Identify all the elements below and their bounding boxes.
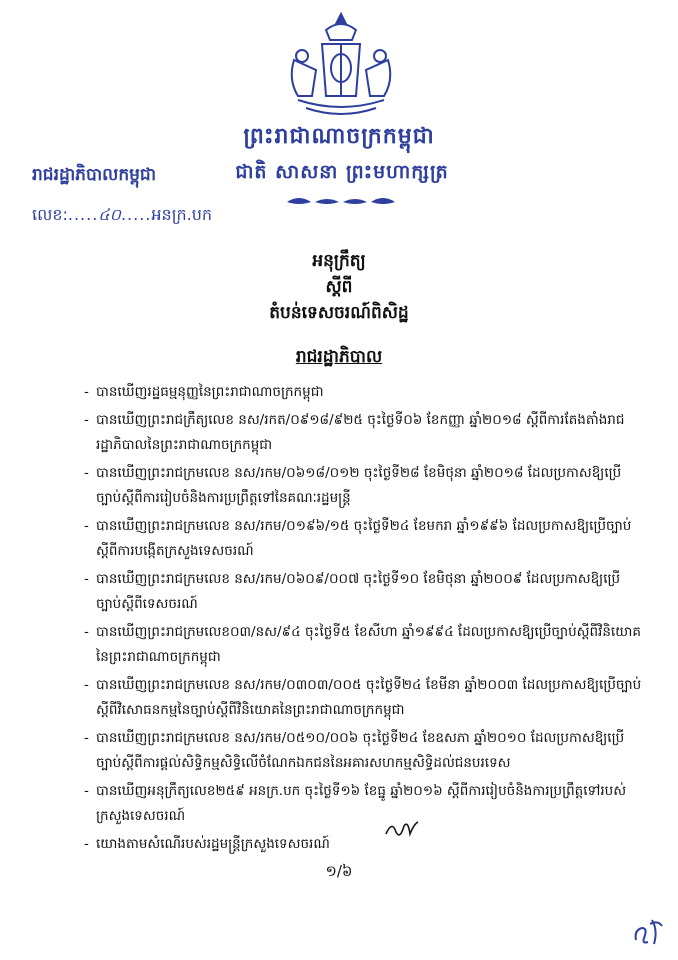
- government-name: រាជរដ្ឋាភិបាលកម្ពុជា: [32, 165, 157, 185]
- document-number-suffix: អនក្រ.បក: [151, 205, 213, 224]
- national-motto: ជាតិ សាសនា ព្រះមហាក្សត្រ: [235, 161, 449, 183]
- list-item: [84, 380, 644, 405]
- document-type: អនុក្រឹត្យ: [312, 251, 366, 271]
- list-item: [84, 514, 644, 564]
- royal-coat-of-arms-icon: [282, 10, 400, 122]
- page-number: ១/៦: [325, 862, 353, 880]
- bullet-dash: -: [84, 518, 89, 534]
- handwritten-initial-icon: [628, 910, 668, 950]
- document-number-dots-left: .....: [67, 205, 99, 224]
- document-number-dots-right: .....: [120, 205, 152, 224]
- list-item: [84, 620, 644, 670]
- list-item: [84, 832, 644, 857]
- bullet-dash: -: [84, 730, 89, 746]
- list-item: [84, 726, 644, 776]
- list-item: [84, 408, 644, 458]
- list-item: [84, 567, 644, 617]
- list-item-text: បានឃើញរដ្ឋធម្មនុញ្ញនៃព្រះរាជាណាចក្រកម្ពុជា: [96, 384, 324, 400]
- list-item: [84, 779, 644, 829]
- bullet-dash: -: [84, 465, 89, 481]
- document-number-label: លេខ:: [32, 205, 68, 224]
- list-item-text: បានឃើញព្រះរាជក្រមលេខ នស/រកម/០៦០៩/០០៧ ចុះថ្ងៃទី១០ ខែមិថុនា ឆ្នាំ២០០៩ ដែលប្រកាសឱ្យប្រើច្បាប់ស្តីពីទេសចរណ៍: [96, 571, 621, 612]
- list-item-text: បានឃើញព្រះរាជក្រឹត្យលេខ នស/រកត/០៩១៨/៩២៥ ចុះថ្ងៃទី០៦ ខែកញ្ញា ឆ្នាំ២០១៨ ស្តីពីការតែងតាំងរាជរដ្ឋាភិបាលនៃព្រះរាជាណាចក្រកម្ពុជា: [96, 412, 625, 453]
- list-item-text: បានឃើញព្រះរាជក្រមលេខ នស/រកម/០៥១០/០០៦ ចុះថ្ងៃទី២៤ ខែឧសភា ឆ្នាំ២០១០ ដែលប្រកាសឱ្យប្រើច្បាប់ស្តីពីការផ្តល់សិទ្ធិកម្មសិទ្ធិលើចំណែកឯកជននៃអគារសហកម្មសិទ្ធិដល់ជនបរទេស: [96, 730, 625, 771]
- bullet-dash: -: [84, 836, 89, 852]
- list-item: [84, 461, 644, 511]
- list-item-text: បានឃើញព្រះរាជក្រមលេខ នស/រកម/០១៩៦/១៥ ចុះថ្ងៃទី២៤ ខែមករា ឆ្នាំ១៩៩៦ ដែលប្រកាសឱ្យប្រើច្បាប់ស្តីពីការបង្កើតក្រសួងទេសចរណ៍: [96, 518, 632, 559]
- list-item-text: បានឃើញព្រះរាជក្រមលេខ នស/រកម/០៣០៣/០០៥ ចុះថ្ងៃទី២៤ ខែមីនា ឆ្នាំ២០០៣ ដែលប្រកាសឱ្យប្រើច្បាប់ស្តីពីវិសោធនកម្មនៃច្បាប់ស្តីពីវិនិយោគនៃព្រះរាជាណាចក្រកម្ពុជា: [96, 677, 642, 718]
- list-item: [84, 673, 644, 723]
- list-item-text: បានឃើញព្រះរាជក្រមលេខ នស/រកម/០៦១៨/០១២ ចុះថ្ងៃទី២៨ ខែមិថុនា ឆ្នាំ២០១៨ ដែលប្រកាសឱ្យប្រើច្បាប់ស្តីពីការរៀបចំនិងការប្រព្រឹត្តទៅនៃគណៈរដ្ឋមន្ត្រី: [96, 465, 622, 506]
- bullet-dash: -: [84, 412, 89, 428]
- list-item-text: បានឃើញព្រះរាជក្រមលេខ០៣/នស/៩៤ ចុះថ្ងៃទី៥ ខែសីហា ឆ្នាំ១៩៩៤ ដែលប្រកាសឱ្យប្រើច្បាប់ស្តីពីវិនិយោគនៃព្រះរាជាណាចក្រកម្ពុជា: [96, 624, 641, 665]
- bullet-dash: -: [84, 783, 89, 799]
- document-number-value: ៤០: [98, 205, 121, 224]
- list-item-text: យោងតាមសំណើរបស់រដ្ឋមន្ត្រីក្រសួងទេសចរណ៍: [96, 836, 330, 852]
- ornament-divider-icon: [285, 194, 397, 208]
- considerations-list: [84, 380, 644, 860]
- bullet-dash: -: [84, 571, 89, 587]
- signature-mark-icon: [384, 818, 420, 840]
- subject-label: ស្តីពី: [325, 277, 353, 297]
- issuing-authority: រាជរដ្ឋាភិបាល: [295, 347, 383, 367]
- bullet-dash: -: [84, 384, 89, 400]
- bullet-dash: -: [84, 624, 89, 640]
- kingdom-heading: ព្រះរាជាណាចក្រកម្ពុជា: [243, 124, 435, 149]
- document-number: [32, 204, 212, 228]
- document-subject: តំបន់ទេសចរណ៍ពិសិដ្ឋ: [269, 303, 409, 323]
- list-item-text: បានឃើញអនុក្រឹត្យលេខ២៥៩ អនក្រ.បក ចុះថ្ងៃទី១៦ ខែធ្នូ ឆ្នាំ២០១៦ ស្តីពីការរៀបចំនិងការប្រព្រឹត្តទៅរបស់ក្រសួងទេសចរណ៍: [96, 783, 627, 824]
- bullet-dash: -: [84, 677, 89, 693]
